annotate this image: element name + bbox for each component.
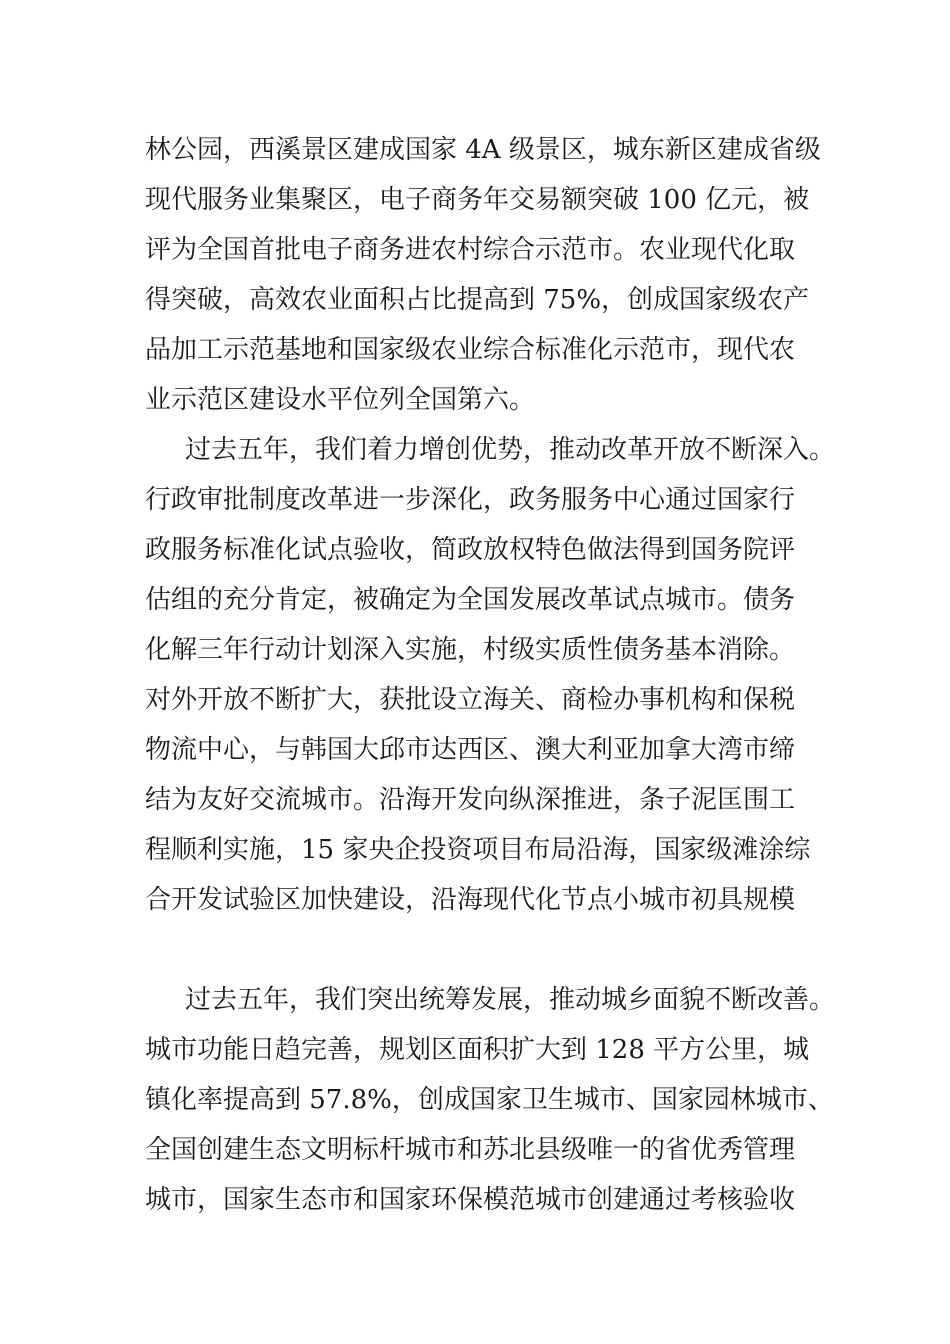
paragraph-reform-opening [145, 425, 836, 925]
text-line: 城市功能日趋完善，规划区面积扩大到 128 平方公里，城 [145, 1035, 810, 1065]
text-line: 全国创建生态文明标杆城市和苏北县级唯一的省优秀管理 [145, 1135, 796, 1165]
text-line: 政服务标准化试点验收，简政放权特色做法得到国务院评 [145, 535, 796, 565]
text-line: 品加工示范基地和国家级农业综合标准化示范市，现代农 [145, 335, 796, 365]
text-line: 估组的充分肯定，被确定为全国发展改革试点城市。债务 [145, 585, 796, 615]
text-line: 林公园，西溪景区建成国家 4A 级景区，城东新区建成省级 [145, 135, 821, 165]
text-line: 合开发试验区加快建设，沿海现代化节点小城市初具规模 [145, 885, 796, 915]
text-line: 业示范区建设水平位列全国第六。 [145, 385, 536, 415]
text-line: 现代服务业集聚区，电子商务年交易额突破 100 亿元，被 [145, 185, 810, 215]
paragraph-urban-rural [145, 975, 836, 1225]
text-line: 镇化率提高到 57.8%，创成国家卫生城市、国家园林城市、 [145, 1085, 834, 1115]
text-line: 过去五年，我们突出统筹发展，推动城乡面貌不断改善。 [185, 985, 836, 1015]
text-line: 程顺利实施，15 家央企投资项目布局沿海，国家级滩涂综 [145, 835, 811, 865]
text-line: 评为全国首批电子商务进农村综合示范市。农业现代化取 [145, 235, 796, 265]
text-line: 对外开放不断扩大，获批设立海关、商检办事机构和保税 [145, 685, 796, 715]
text-line: 物流中心，与韩国大邱市达西区、澳大利亚加拿大湾市缔 [145, 735, 796, 765]
text-line: 结为友好交流城市。沿海开发向纵深推进，条子泥匡围工 [145, 785, 796, 815]
text-line: 城市，国家生态市和国家环保模范城市创建通过考核验收 [145, 1185, 796, 1215]
text-line: 得突破，高效农业面积占比提高到 75%，创成国家级农产 [145, 285, 810, 315]
text-line: 行政审批制度改革进一步深化，政务服务中心通过国家行 [145, 485, 796, 515]
text-line: 过去五年，我们着力增创优势，推动改革开放不断深入。 [185, 435, 836, 465]
text-line: 化解三年行动计划深入实施，村级实质性债务基本消除。 [145, 635, 796, 665]
paragraph-continuation [145, 125, 825, 425]
